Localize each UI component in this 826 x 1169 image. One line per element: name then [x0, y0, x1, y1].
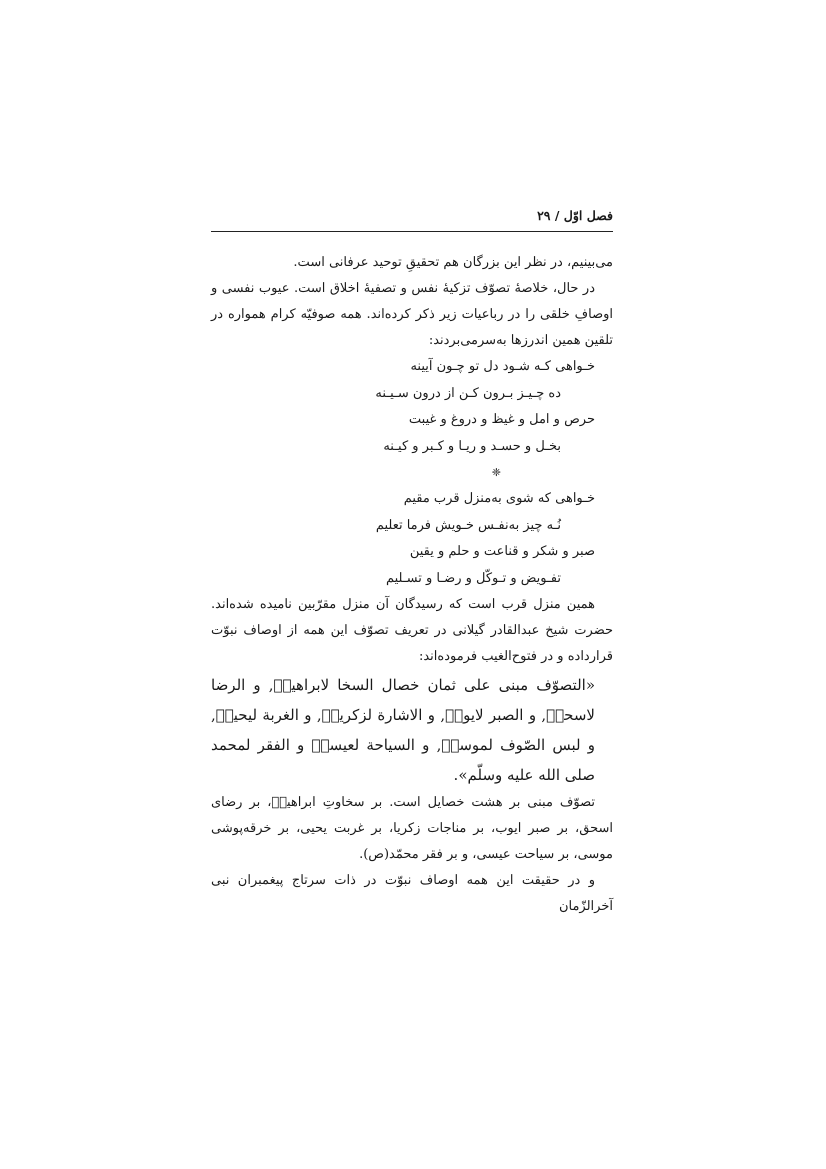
paragraph: تصوّف مبنی بر هشت خصایل است. بر سخاوتِ ابراهیمؑ، بر رضای اسحق، بر صبر ایوب، بر مناجات زکریا، بر غربت یحیی، بر خرقه‌پوشی موسی، بر سیاحت عیسی، و بر فقر محمّد(ص). — [211, 795, 613, 862]
header-rule — [211, 231, 613, 232]
verse-line: صبر و شکر و قناعت و حلم و یقین — [409, 544, 595, 559]
arabic-quotation: «التصوّف مبنی علی ثمان خصال السخا لابراهیمؑ, و الرضا لاسحقؑ, و الصبر لایوبؑ, و الاشارة لزکریاؑ, و الغربة لیحییؑ, و لبس الصّوف لموسیؑ, و السیاحة لعیسیؑ و الفقر لمحمد صلی الله علیه وسلّم». — [211, 676, 595, 784]
verse-line: ده چـیـز بـرون کـن از درون سـیـنه — [375, 385, 561, 401]
body-text — [211, 250, 613, 920]
running-header: فصل اوّل / ۲۹ — [537, 208, 613, 223]
verse-line: بخـل و حسـد و ریـا و کـبر و کیـنه — [383, 438, 561, 454]
verse-line: خـواهی که شوی به‌منزل قرب مقیم — [403, 491, 595, 506]
verse-line: حرص و امل و غیظ و دروغ و غیبت — [408, 412, 595, 427]
paragraph: می‌بینیم، در نظر این بزرگان هم تحقیقِ توحید عرفانی است. — [293, 255, 613, 270]
verse-line: خـواهی کـه شـود دل تو چـون آیینه — [410, 359, 595, 374]
verse-line: نُـه چیز به‌نفـس خـویش فرما تعلیم — [375, 517, 561, 533]
verse-separator: ❈ — [491, 466, 501, 479]
verse-line: تفـویض و تـوکّل و رضـا و تسـلیم — [385, 570, 561, 586]
paragraph: در حال، خلاصهٔ تصوّف تزکیهٔ نفس و تصفیهٔ اخلاق است. عیوب نفسی و اوصافِ خلقی را در رباعیات زیر ذکر کرده‌اند. همه صوفیّه کرام همواره در تلقین همین اندرزها به‌سرمی‌بردند: — [211, 281, 613, 348]
paragraph: همین منزل قرب است که رسیدگان آن منزل مقرّبین نامیده شده‌اند. حضرت شیخ عبدالقادر گیلانی در تعریف تصوّف این همه از اوصاف نبوّت قرارداده و در فتوح‌الغیب فرموده‌اند: — [211, 597, 613, 664]
paragraph: و در حقیقت این همه اوصاف نبوّت در ذات سرتاج پیغمبران نبی آخرالزّمان — [211, 873, 613, 914]
